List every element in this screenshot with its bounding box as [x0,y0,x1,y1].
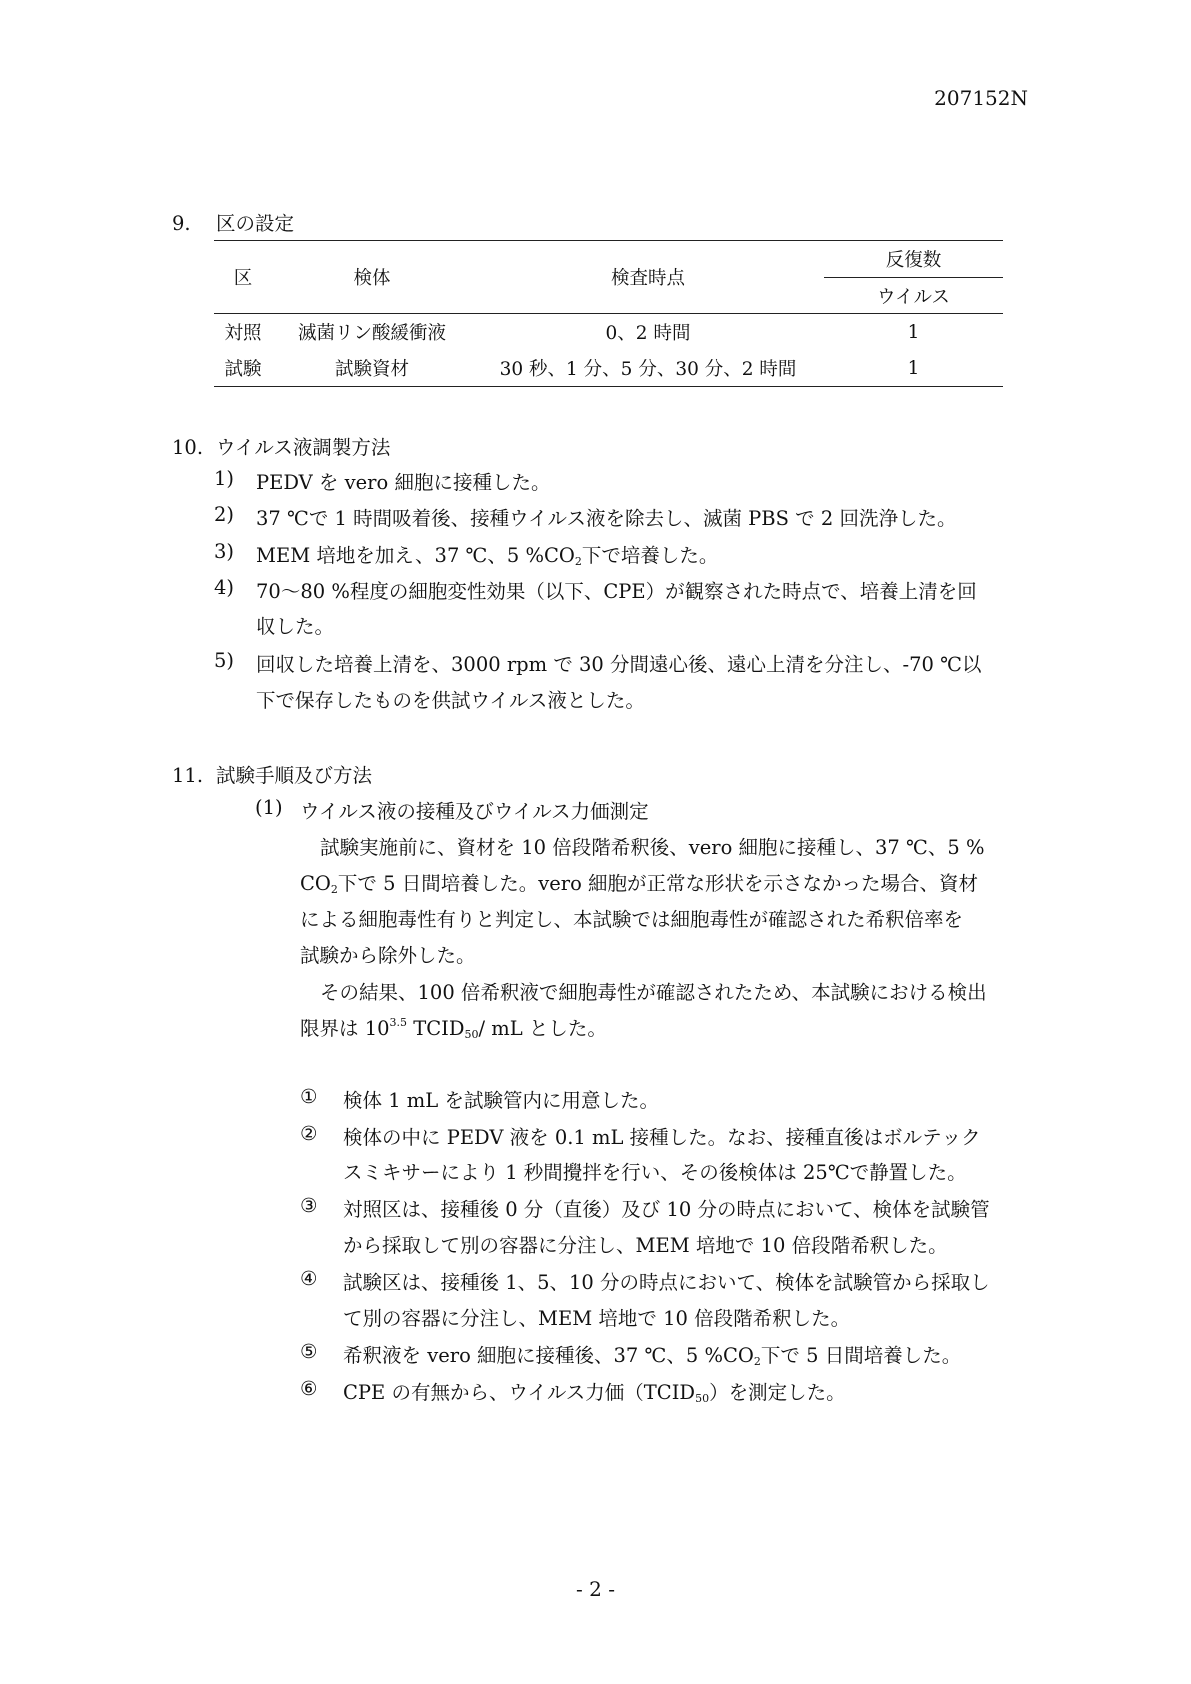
cell-kentai: 試験資材 [334,359,409,380]
list-item: 37 ℃で 1 時間吸着後、接種ウイルス液を除去し、滅菌 PBS で 2 回洗浄した。 [256,507,957,530]
cell-repeat: 1 [907,357,920,379]
list-item: 70～80 %程度の細胞変性効果（以下、CPE）が観察された時点で、培養上清を回 [256,580,977,603]
header-ku: 区 [214,241,272,314]
list-item: MEM 培地を加え、37 ℃、5 $\%CO_2$下で培養した。 [256,544,719,568]
paragraph-line: 限界は $10^{3.5}$ $TCID_{50}/$ mL とした。 [300,1016,607,1041]
step-text: 希釈液を vero 細胞に接種後、37 ℃、5 $\%CO_2$下で 5 日間培養した。 [343,1344,962,1368]
section-11-heading [172,760,372,788]
section-10-heading [172,432,390,460]
section-10-number: 10. [172,436,204,459]
list-item-continued: 下で保存したものを供試ウイルス液とした。 [256,689,645,712]
document-id: 207152N [934,86,1028,110]
list-marker: 5) [214,649,235,672]
step-marker: ⑤ [300,1340,318,1363]
table-row [214,350,1003,387]
section-9-title: 区の設定 [216,212,295,235]
list-item-continued: 収した。 [256,615,335,638]
cell-jiten: 30 秒、1 分、5 分、30 分、2 時間 [499,359,797,380]
cell-ku: 対照 [224,323,262,344]
step-marker: ④ [300,1267,318,1290]
section-11-number: 11. [172,764,204,787]
step-marker: ③ [300,1194,318,1217]
subsection-title: ウイルス液の接種及びウイルス力価測定 [300,800,649,823]
subsection-marker: (1) [255,796,283,819]
header-repeat: 反復数 [885,250,942,271]
page-number: - 2 - [576,1577,615,1601]
header-kentai: 検体 [272,241,472,314]
list-marker: 1) [214,467,235,490]
section-10-title: ウイルス液調製方法 [216,436,391,459]
step-marker: ⑥ [300,1377,318,1400]
section-11-title: 試験手順及び方法 [216,764,373,787]
step-text-continued: て別の容器に分注し、MEM 培地で 10 倍段階希釈した。 [343,1307,851,1330]
paragraph-line: その結果、100 倍希釈液で細胞毒性が確認されたため、本試験における検出 [320,981,987,1004]
step-text: CPE の有無から、ウイルス力価$(TCID_{50})$を測定した。 [343,1381,846,1405]
setting-table [214,240,1003,387]
cell-repeat: 1 [907,321,920,343]
cell-kentai: 滅菌リン酸緩衝液 [297,323,446,344]
table-row [214,314,1003,351]
paragraph-line: による細胞毒性有りと判定し、本試験では細胞毒性が確認された希釈倍率を [300,908,964,931]
paragraph-line: 試験から除外した。 [300,944,476,967]
step-text: 試験区は、接種後 1、5、10 分の時点において、検体を試験管から採取し [343,1271,990,1294]
paragraph-line: $CO_2$下で 5 日間培養した。vero 細胞が正常な形状を示さなかった場合、資材 [300,872,979,896]
list-item: 回収した培養上清を、3000 rpm で 30 分間遠心後、遠心上清を分注し、-70 ℃以 [256,653,982,676]
section-9-heading [172,208,294,236]
step-text-continued: から採取して別の容器に分注し、MEM 培地で 10 倍段階希釈した。 [343,1234,948,1257]
section-9-number: 9. [172,212,191,235]
step-marker: ② [300,1122,318,1145]
step-text: 検体 1 mL を試験管内に用意した。 [343,1089,659,1112]
list-marker: 3) [214,540,235,563]
step-marker: ① [300,1085,318,1108]
step-text-continued: スミキサーにより 1 秒間攪拌を行い、その後検体は 25℃で静置した。 [343,1161,967,1184]
cell-jiten: 0、2 時間 [605,323,691,344]
step-text: 検体の中に PEDV 液を 0.1 mL 接種した。なお、接種直後はボルテック [343,1126,981,1149]
header-jiten: 検査時点 [472,241,824,314]
list-marker: 4) [214,576,235,599]
step-text: 対照区は、接種後 0 分（直後）及び 10 分の時点において、検体を試験管 [343,1198,990,1221]
paragraph-line: 試験実施前に、資材を 10 倍段階希釈後、vero 細胞に接種し、37 ℃、5 % [320,836,985,859]
list-marker: 2) [214,503,235,526]
header-repeat-virus: ウイルス [824,278,1003,314]
list-item: PEDV を vero 細胞に接種した。 [256,471,551,494]
cell-ku: 試験 [224,359,262,380]
